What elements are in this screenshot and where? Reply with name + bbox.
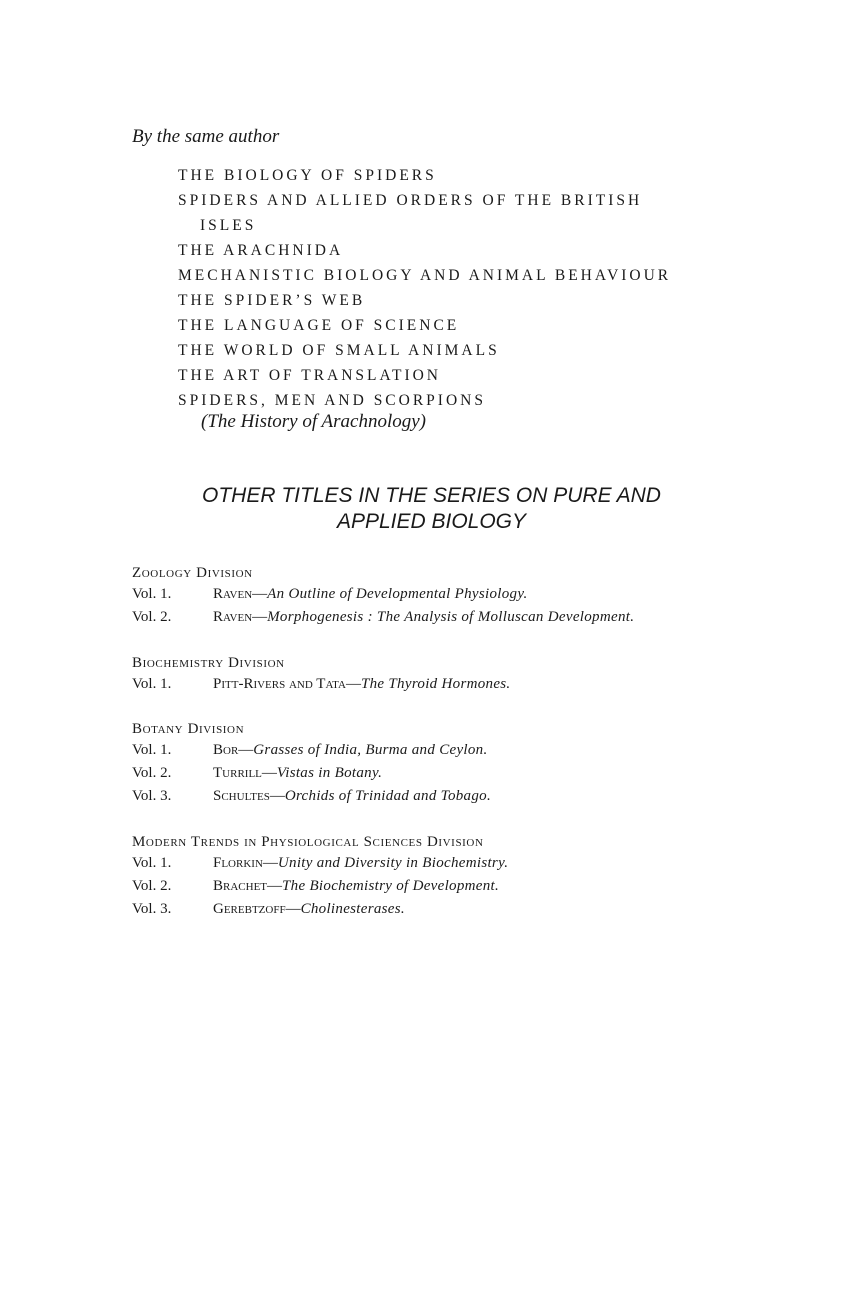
- author-book: [178, 238, 671, 263]
- series-entry: [132, 739, 491, 762]
- series-heading-line: OTHER TITLES IN THE SERIES ON PURE AND: [202, 484, 661, 507]
- entry-dash: —: [252, 609, 268, 625]
- entry-title: An Outline of Developmental Physiology.: [267, 586, 528, 602]
- series-entry: [132, 898, 508, 921]
- series-entry: [132, 583, 634, 606]
- entry-title: Morphogenesis : The Analysis of Molluscan Development.: [267, 609, 635, 625]
- author-book-title-continued: ISLES: [200, 217, 257, 234]
- division-title: Zoology Division: [132, 565, 253, 581]
- author-book-title: THE WORLD OF SMALL ANIMALS: [178, 342, 500, 359]
- entry-dash: —: [345, 676, 361, 692]
- series-entry: [132, 606, 634, 629]
- author-book-title: SPIDERS, MEN AND SCORPIONS: [178, 392, 486, 409]
- author-book-title: THE ART OF TRANSLATION: [178, 367, 441, 384]
- entry-dash: —: [285, 901, 301, 917]
- author-book: [178, 288, 671, 313]
- division-botany: [132, 719, 491, 808]
- division-title: Modern Trends in Physiological Sciences Division: [132, 834, 484, 850]
- author-book-title: THE LANGUAGE OF SCIENCE: [178, 317, 460, 334]
- volume-number: Vol. 1.: [132, 855, 172, 871]
- author-book-title: THE ARACHNIDA: [178, 242, 344, 259]
- entry-dash: —: [262, 855, 278, 871]
- volume-number: Vol. 2.: [132, 878, 172, 894]
- author-book: [178, 313, 671, 338]
- series-entry: [132, 762, 491, 785]
- entry-dash: —: [252, 586, 268, 602]
- division-modern-trends: [132, 832, 508, 921]
- author-book-title: MECHANISTIC BIOLOGY AND ANIMAL BEHAVIOUR: [178, 267, 672, 284]
- volume-number: Vol. 1.: [132, 742, 172, 758]
- author-book: [178, 188, 671, 238]
- division-zoology: [132, 563, 634, 629]
- entry-author: Gerebtzoff: [213, 901, 286, 917]
- author-book-title: SPIDERS AND ALLIED ORDERS OF THE BRITISH: [178, 192, 643, 209]
- series-heading-line: APPLIED BIOLOGY: [336, 510, 527, 533]
- volume-number: Vol. 3.: [132, 901, 172, 917]
- volume-number: Vol. 3.: [132, 788, 172, 804]
- entry-title: The Thyroid Hormones.: [360, 676, 511, 692]
- division-title: Botany Division: [132, 721, 245, 737]
- entry-author: Pitt-Rivers and Tata: [213, 676, 346, 692]
- series-entry: [132, 852, 508, 875]
- entry-author: Raven: [213, 609, 253, 625]
- author-book-title: THE BIOLOGY OF SPIDERS: [178, 167, 437, 184]
- division-biochemistry: [132, 653, 510, 696]
- author-book: [178, 363, 671, 388]
- author-books-list: [178, 163, 671, 413]
- author-book: [178, 163, 671, 188]
- entry-title: Grasses of India, Burma and Ceylon.: [253, 742, 488, 758]
- series-entry: [132, 785, 491, 808]
- entry-dash: —: [261, 765, 277, 781]
- volume-number: Vol. 1.: [132, 676, 172, 692]
- entry-author: Florkin: [213, 855, 263, 871]
- author-book: [178, 388, 671, 413]
- entry-author: Brachet: [213, 878, 268, 894]
- entry-title: Cholinesterases.: [300, 901, 405, 917]
- volume-number: Vol. 1.: [132, 586, 172, 602]
- series-entry: [132, 875, 508, 898]
- entry-title: Unity and Diversity in Biochemistry.: [277, 855, 509, 871]
- volume-number: Vol. 2.: [132, 765, 172, 781]
- entry-author: Turrill: [213, 765, 262, 781]
- division-title: Biochemistry Division: [132, 655, 285, 671]
- author-book: [178, 263, 671, 288]
- entry-dash: —: [267, 878, 283, 894]
- by-same-author-heading: By the same author: [132, 126, 280, 147]
- entry-dash: —: [269, 788, 285, 804]
- entry-author: Bor: [213, 742, 239, 758]
- entry-title: Orchids of Trinidad and Tobago.: [284, 788, 491, 804]
- book-subtitle: (The History of Arachnology): [201, 411, 426, 432]
- volume-number: Vol. 2.: [132, 609, 172, 625]
- entry-title: The Biochemistry of Development.: [282, 878, 500, 894]
- entry-title: Vistas in Botany.: [276, 765, 383, 781]
- entry-author: Schultes: [213, 788, 270, 804]
- entry-dash: —: [238, 742, 254, 758]
- author-book: [178, 338, 671, 363]
- author-book-title: THE SPIDER’S WEB: [178, 292, 366, 309]
- series-entry: [132, 673, 510, 696]
- series-heading: [150, 483, 713, 535]
- entry-author: Raven: [213, 586, 253, 602]
